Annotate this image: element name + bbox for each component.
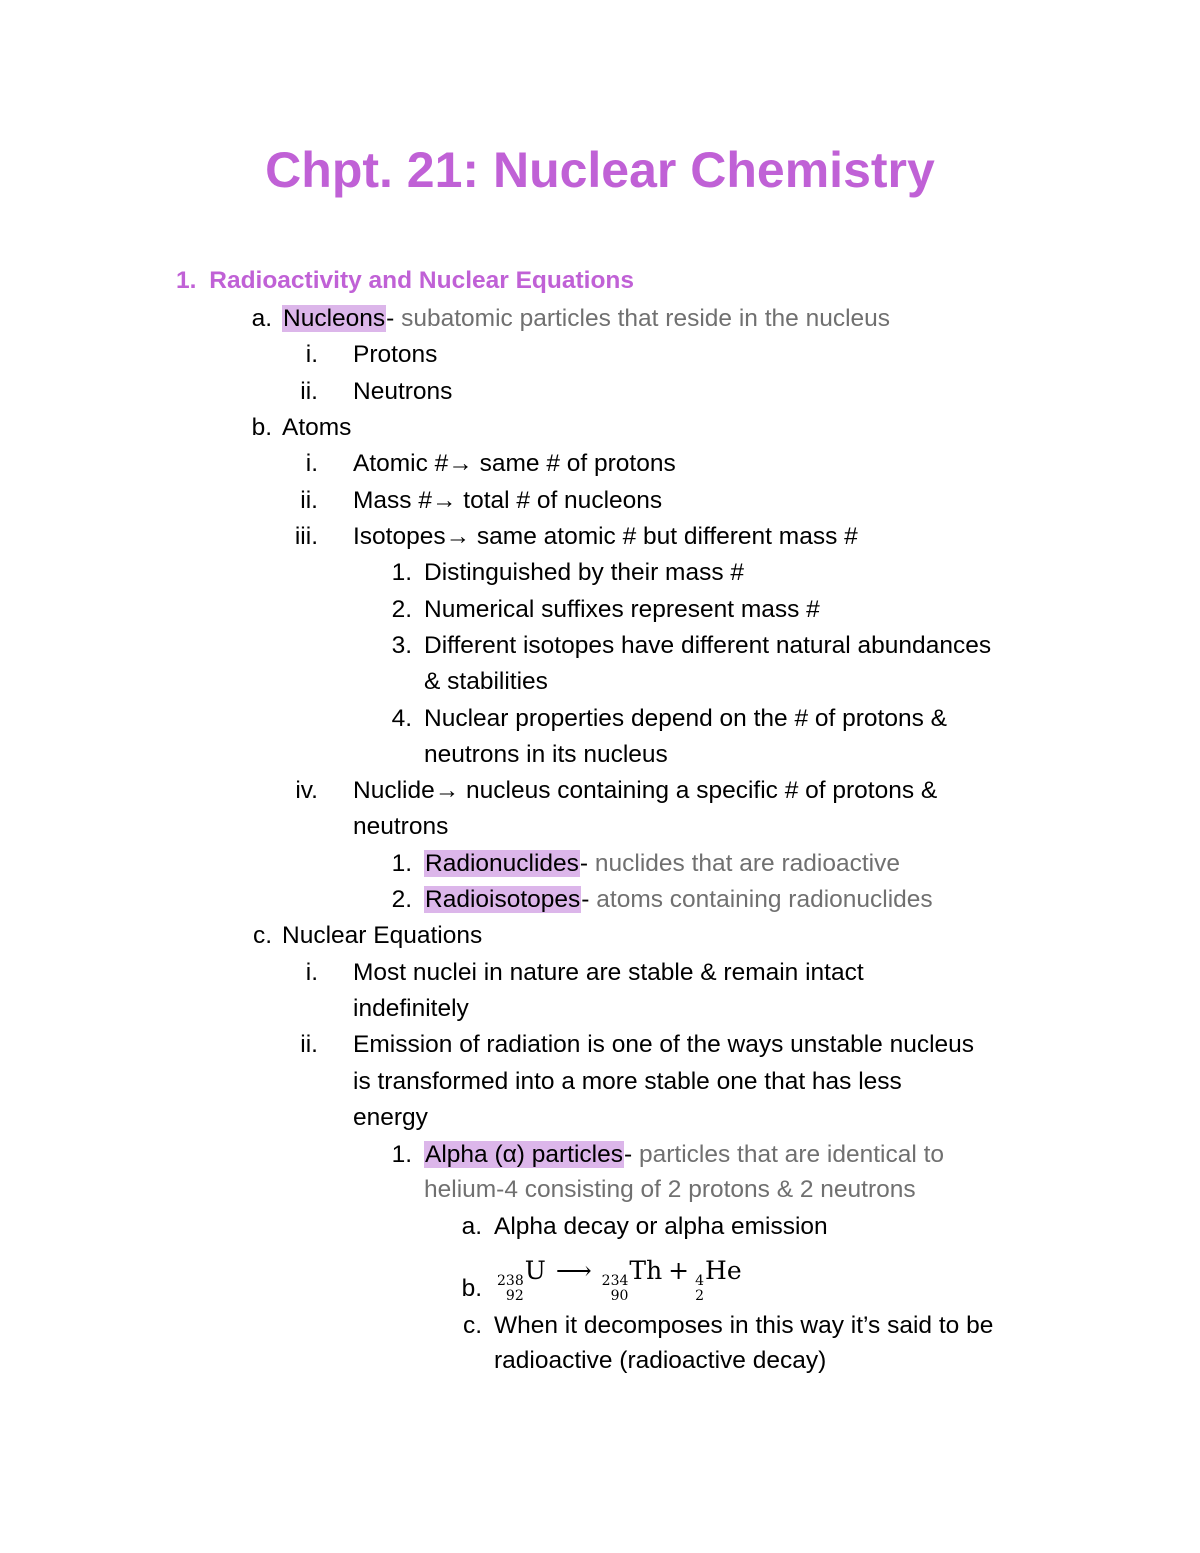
list-marker: iv. <box>295 777 318 804</box>
list-text: Numerical suffixes represent mass # <box>424 596 820 623</box>
list-marker: ii. <box>300 487 318 514</box>
list-text: Distinguished by their mass # <box>424 559 745 586</box>
list-marker: a. <box>461 1213 482 1240</box>
list-text-continuation: is transformed into a more stable one that has less <box>353 1068 902 1095</box>
term-separator: - <box>386 305 395 332</box>
list-marker: 1. <box>391 1141 412 1168</box>
term-separator: - <box>579 850 589 877</box>
list-marker: a. <box>251 305 272 332</box>
list-text: Protons <box>353 341 438 368</box>
mass-number: 4 <box>695 1273 705 1289</box>
list-marker: i. <box>305 341 318 368</box>
list-text: Emission of radiation is one of the ways unstable nucleus <box>353 1031 975 1058</box>
reaction-arrow: ⟶ <box>555 1256 592 1285</box>
uranium-238-nuclide <box>497 1256 546 1304</box>
definition-continuation: helium-4 consisting of 2 protons & 2 neutrons <box>424 1176 916 1203</box>
list-text: Most nuclei in nature are stable & remain intact <box>353 959 864 986</box>
plus-sign: + <box>668 1256 690 1285</box>
list-marker: c. <box>462 1312 482 1339</box>
element-symbol: He <box>705 1256 742 1285</box>
list-text: When it decomposes in this way it’s said to be <box>494 1312 994 1339</box>
section-title: Radioactivity and Nuclear Equations <box>209 267 635 294</box>
list-text: Nuclide→ nucleus containing a specific # of protons & <box>353 777 938 804</box>
list-text-continuation: neutrons in its nucleus <box>424 741 668 768</box>
term-highlight: Radioisotopes <box>425 886 581 913</box>
definition-text: atoms containing radionuclides <box>589 886 933 913</box>
term-separator: - <box>581 886 590 913</box>
list-marker: 2. <box>391 886 412 913</box>
list-text-continuation: radioactive (radioactive decay) <box>494 1347 827 1374</box>
list-text: Different isotopes have different natural abundances <box>424 632 992 659</box>
definition-text: particles that are identical to <box>632 1141 945 1168</box>
list-marker: 1. <box>391 850 412 877</box>
list-marker: ii. <box>300 1031 318 1058</box>
list-text: Isotopes→ same atomic # but different mass # <box>353 523 858 550</box>
section-heading <box>176 266 634 296</box>
list-text: Mass #→ total # of nucleons <box>353 487 663 514</box>
list-marker: i. <box>305 959 318 986</box>
list-marker: iii. <box>294 523 318 550</box>
term-highlight: Nucleons <box>283 305 386 332</box>
list-text: Nuclear Equations <box>282 922 483 949</box>
definition-text: nuclides that are radioactive <box>588 850 900 877</box>
list-marker: 1. <box>391 559 412 586</box>
element-symbol: U <box>524 1256 546 1285</box>
section-number: 1. <box>176 267 197 294</box>
term-highlight: Radionuclides <box>425 850 579 877</box>
list-text: Atoms <box>282 414 352 441</box>
term-highlight: Alpha (α) particles <box>425 1141 623 1168</box>
nuclear-equation <box>497 1256 742 1304</box>
helium-4-nuclide <box>695 1256 742 1304</box>
list-marker: ii. <box>300 378 318 405</box>
list-text: Atomic #→ same # of protons <box>353 450 676 477</box>
list-text: Alpha decay or alpha emission <box>494 1213 828 1240</box>
atomic-number: 92 <box>505 1288 524 1304</box>
definition-text: subatomic particles that reside in the nucleus <box>394 305 891 332</box>
list-marker: b. <box>461 1275 482 1302</box>
atomic-number: 90 <box>610 1288 629 1304</box>
list-marker: 4. <box>391 705 412 732</box>
list-text-continuation: energy <box>353 1104 428 1131</box>
mass-number: 238 <box>497 1273 524 1289</box>
list-text-continuation: neutrons <box>353 813 449 840</box>
list-text-continuation: indefinitely <box>353 995 469 1022</box>
list-marker: b. <box>251 414 272 441</box>
element-symbol: Th <box>629 1256 663 1285</box>
list-marker: i. <box>305 450 318 477</box>
thorium-234-nuclide <box>602 1256 663 1304</box>
list-marker: 2. <box>391 596 412 623</box>
page-title: Chpt. 21: Nuclear Chemistry <box>265 142 935 198</box>
list-text: Neutrons <box>353 378 453 405</box>
list-marker: 3. <box>391 632 412 659</box>
atomic-number: 2 <box>695 1288 705 1304</box>
list-text: Nuclear properties depend on the # of protons & <box>424 705 948 732</box>
list-text-continuation: & stabilities <box>424 668 548 695</box>
mass-number: 234 <box>601 1273 629 1289</box>
term-separator: - <box>624 1141 633 1168</box>
list-marker: c. <box>252 922 272 949</box>
